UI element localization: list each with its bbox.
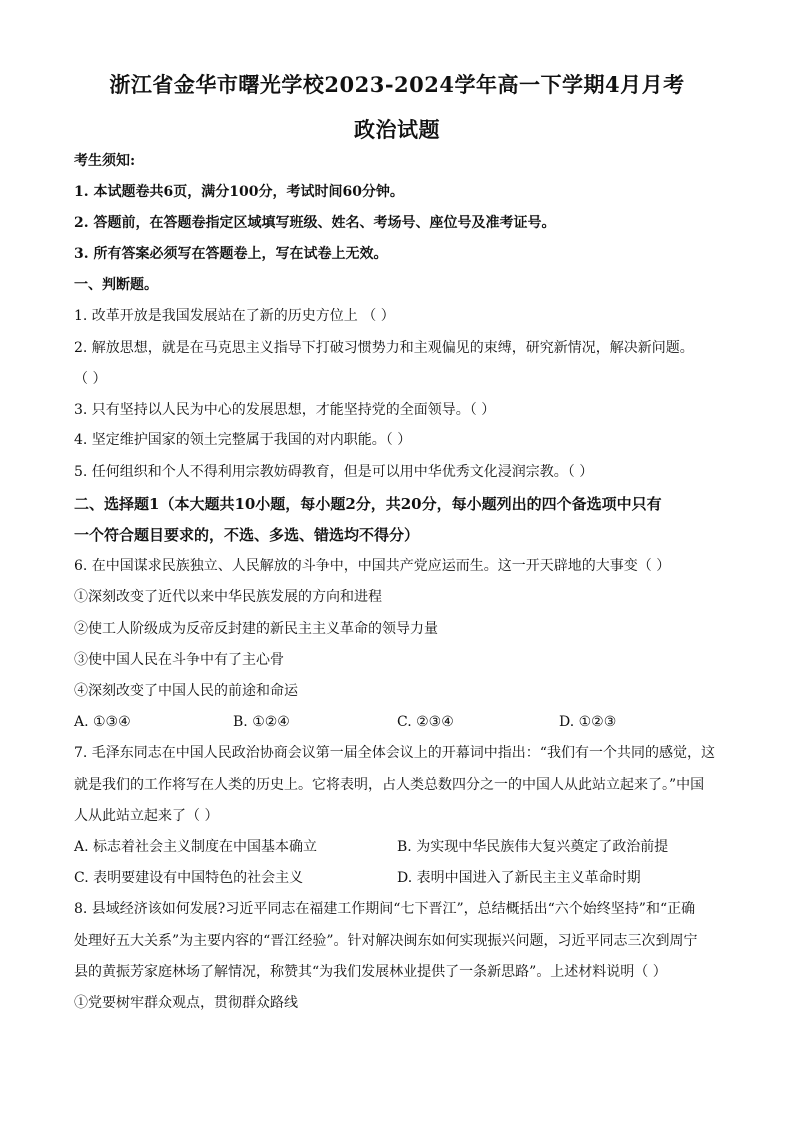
question-7-stem-line-1: 7. 毛泽东同志在中国人民政治协商会议第一届全体会议上的开幕词中指出：“我们有一个共同的感觉，这 bbox=[74, 745, 715, 761]
question-8-stem-line-3: 县的黄振芳家庭林场了解情况，称赞其“为我们发展林业提供了一条新思路”。上述材料说明（ ） bbox=[74, 964, 667, 980]
question-6-option-c: C. ②③④ bbox=[397, 714, 454, 730]
question-6-option-a: A. ①③④ bbox=[74, 714, 131, 730]
question-7-stem-line-2: 就是我们的工作将写在人类的历史上。它将表明，占人类总数四分之一的中国人从此站立起来了。”中国 bbox=[74, 777, 705, 793]
notice-item-3: 3. 所有答案必须写在答题卷上，写在试卷上无效。 bbox=[74, 246, 388, 262]
question-2-line-2: （ ） bbox=[74, 371, 107, 387]
section1-heading: 一、判断题。 bbox=[74, 277, 158, 293]
question-6-item-4: ④深刻改变了中国人民的前途和命运 bbox=[74, 683, 298, 699]
question-6-item-2: ②使工人阶级成为反帝反封建的新民主主义革命的领导力量 bbox=[74, 621, 438, 637]
notice-heading: 考生须知: bbox=[74, 153, 136, 169]
question-2-line-1: 2. 解放思想，就是在马克思主义指导下打破习惯势力和主观偏见的束缚，研究新情况，解决新问题。 bbox=[74, 340, 694, 356]
question-6-item-3: ③使中国人民在斗争中有了主心骨 bbox=[74, 652, 284, 668]
exam-title: 浙江省金华市曙光学校2023-2024学年高一下学期4月月考 bbox=[109, 72, 685, 97]
question-5: 5. 任何组织和个人不得利用宗教妨碍教育，但是可以用中华优秀文化浸润宗教。（ ） bbox=[74, 464, 594, 480]
exam-subtitle: 政治试题 bbox=[354, 117, 440, 142]
question-8-stem-line-2: 处理好五大关系”为主要内容的“晋江经验”。针对解决闽东如何实现振兴问题，习近平同志三次到周宁 bbox=[74, 933, 698, 949]
question-6-stem: 6. 在中国谋求民族独立、人民解放的斗争中，中国共产党应运而生。这一开天辟地的大事变（ ） bbox=[74, 558, 671, 574]
question-4: 4. 坚定维护国家的领土完整属于我国的对内职能。（ ） bbox=[74, 432, 412, 448]
question-3: 3. 只有坚持以人民为中心的发展思想，才能坚持党的全面领导。（ ） bbox=[74, 402, 496, 418]
question-1: 1. 改革开放是我国发展站在了新的历史方位上 （ ） bbox=[74, 308, 395, 324]
question-7-stem-line-3: 人从此站立起来了（ ） bbox=[74, 808, 219, 824]
question-8-stem-line-1: 8. 县域经济该如何发展?习近平同志在福建工作期间“七下晋江”，总结概括出“六个始终坚持”和“正确 bbox=[74, 901, 696, 917]
question-6-option-d: D. ①②③ bbox=[559, 714, 617, 730]
notice-item-2: 2. 答题前，在答题卷指定区域填写班级、姓名、考场号、座位号及准考证号。 bbox=[74, 215, 556, 231]
section2-heading-line-2: 一个符合题目要求的，不选、多选、错选均不得分） bbox=[74, 526, 420, 544]
question-7-option-d: D. 表明中国进入了新民主主义革命时期 bbox=[397, 870, 641, 886]
question-7-option-b: B. 为实现中华民族伟大复兴奠定了政治前提 bbox=[397, 839, 669, 855]
section2-heading-line-1: 二、选择题1（本大题共10小题，每小题2分，共20分，每小题列出的四个备选项中只有 bbox=[74, 495, 662, 513]
question-6-item-1: ①深刻改变了近代以来中华民族发展的方向和进程 bbox=[74, 589, 382, 605]
question-6-option-b: B. ①②④ bbox=[233, 714, 290, 730]
notice-item-1: 1. 本试题卷共6页，满分100分，考试时间60分钟。 bbox=[74, 184, 404, 200]
question-8-item-1: ①党要树牢群众观点，贯彻群众路线 bbox=[74, 995, 298, 1011]
question-7-option-c: C. 表明要建设有中国特色的社会主义 bbox=[74, 870, 304, 886]
question-7-option-a: A. 标志着社会主义制度在中国基本确立 bbox=[74, 839, 318, 855]
